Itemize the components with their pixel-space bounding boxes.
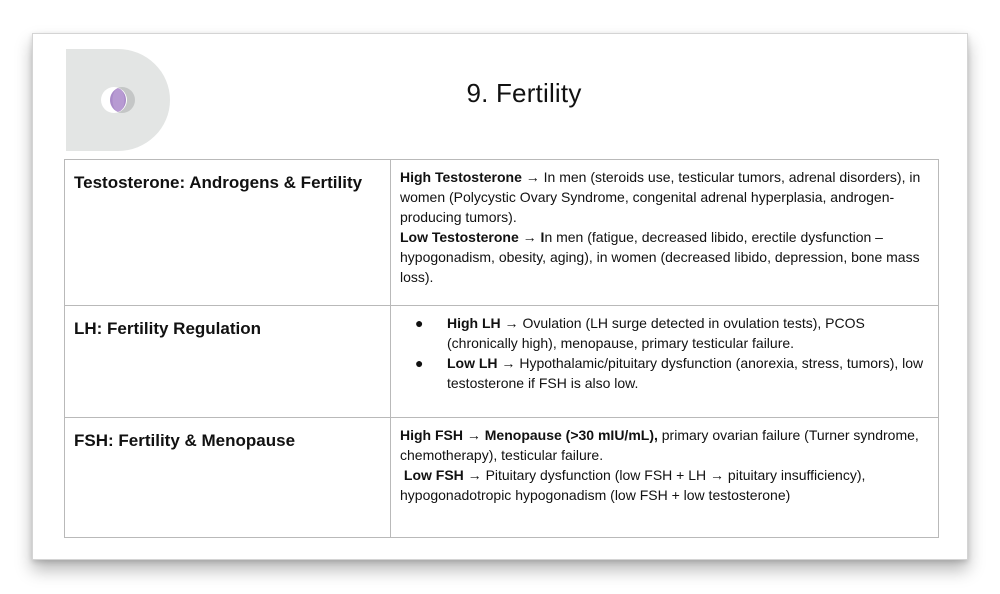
high-fsh-paragraph — [400, 425, 930, 465]
row-heading-lh: LH: Fertility Regulation — [65, 306, 391, 418]
bullet-icon: ● — [415, 315, 424, 331]
arrow: → — [497, 355, 520, 371]
low-testosterone-paragraph — [400, 227, 930, 287]
arrow: → — [518, 229, 541, 245]
high-testosterone-label: High Testosterone — [400, 169, 522, 185]
high-lh-label: High LH — [447, 315, 501, 331]
arrow: → — [463, 467, 486, 483]
page-title: 9. Fertility — [466, 78, 582, 108]
row-content-lh — [391, 306, 939, 418]
table-row — [65, 418, 939, 538]
table-row — [65, 160, 939, 306]
list-item — [415, 353, 930, 393]
table-row — [65, 306, 939, 418]
low-testosterone-text: n men (fatigue, decreased libido, erectile dysfunction – hypogonadism, obesity, aging), in women (decreased libido, depression, bone mass loss). — [400, 229, 920, 285]
low-testosterone-label: Low Testosterone — [400, 229, 519, 245]
high-fsh-text: primary ovarian failure (Turner syndrome, chemotherapy), testicular failure. — [400, 427, 919, 463]
row-content-testosterone — [391, 160, 939, 306]
high-fsh-label: High FSH → Menopause (>30 mIU/mL), — [400, 427, 658, 443]
row-heading-testosterone: Testosterone: Androgens & Fertility — [65, 160, 391, 306]
low-lh-label: Low LH — [447, 355, 498, 371]
row-heading-fsh: FSH: Fertility & Menopause — [65, 418, 391, 538]
high-testosterone-paragraph — [400, 167, 930, 227]
content-table — [64, 159, 939, 538]
bold-letter: I — [540, 229, 545, 245]
high-lh-text: Ovulation (LH surge detected in ovulation tests), PCOS (chronically high), menopause, primary testicular failure. — [447, 315, 865, 351]
low-fsh-text: Pituitary dysfunction (low FSH + LH → pituitary insufficiency), hypogonadotropic hypogonadism (low FSH + low testosterone) — [400, 467, 866, 503]
bullet-icon: ● — [415, 355, 424, 371]
arrow: → — [521, 169, 544, 185]
row-content-fsh — [391, 418, 939, 538]
low-fsh-label: Low FSH — [400, 467, 464, 483]
arrow: → — [500, 315, 523, 331]
low-fsh-paragraph — [400, 465, 930, 505]
slide — [32, 33, 968, 560]
list-item — [415, 313, 930, 353]
low-lh-text: Hypothalamic/pituitary dysfunction (anorexia, stress, tumors), low testosterone if FSH is also low. — [447, 355, 924, 391]
high-testosterone-text: In men (steroids use, testicular tumors, adrenal disorders), in women (Polycystic Ovary Syndrome, congenital adrenal hyperplasia, androgen-producing tumors). — [400, 169, 921, 225]
lh-bullet-list — [400, 313, 930, 393]
